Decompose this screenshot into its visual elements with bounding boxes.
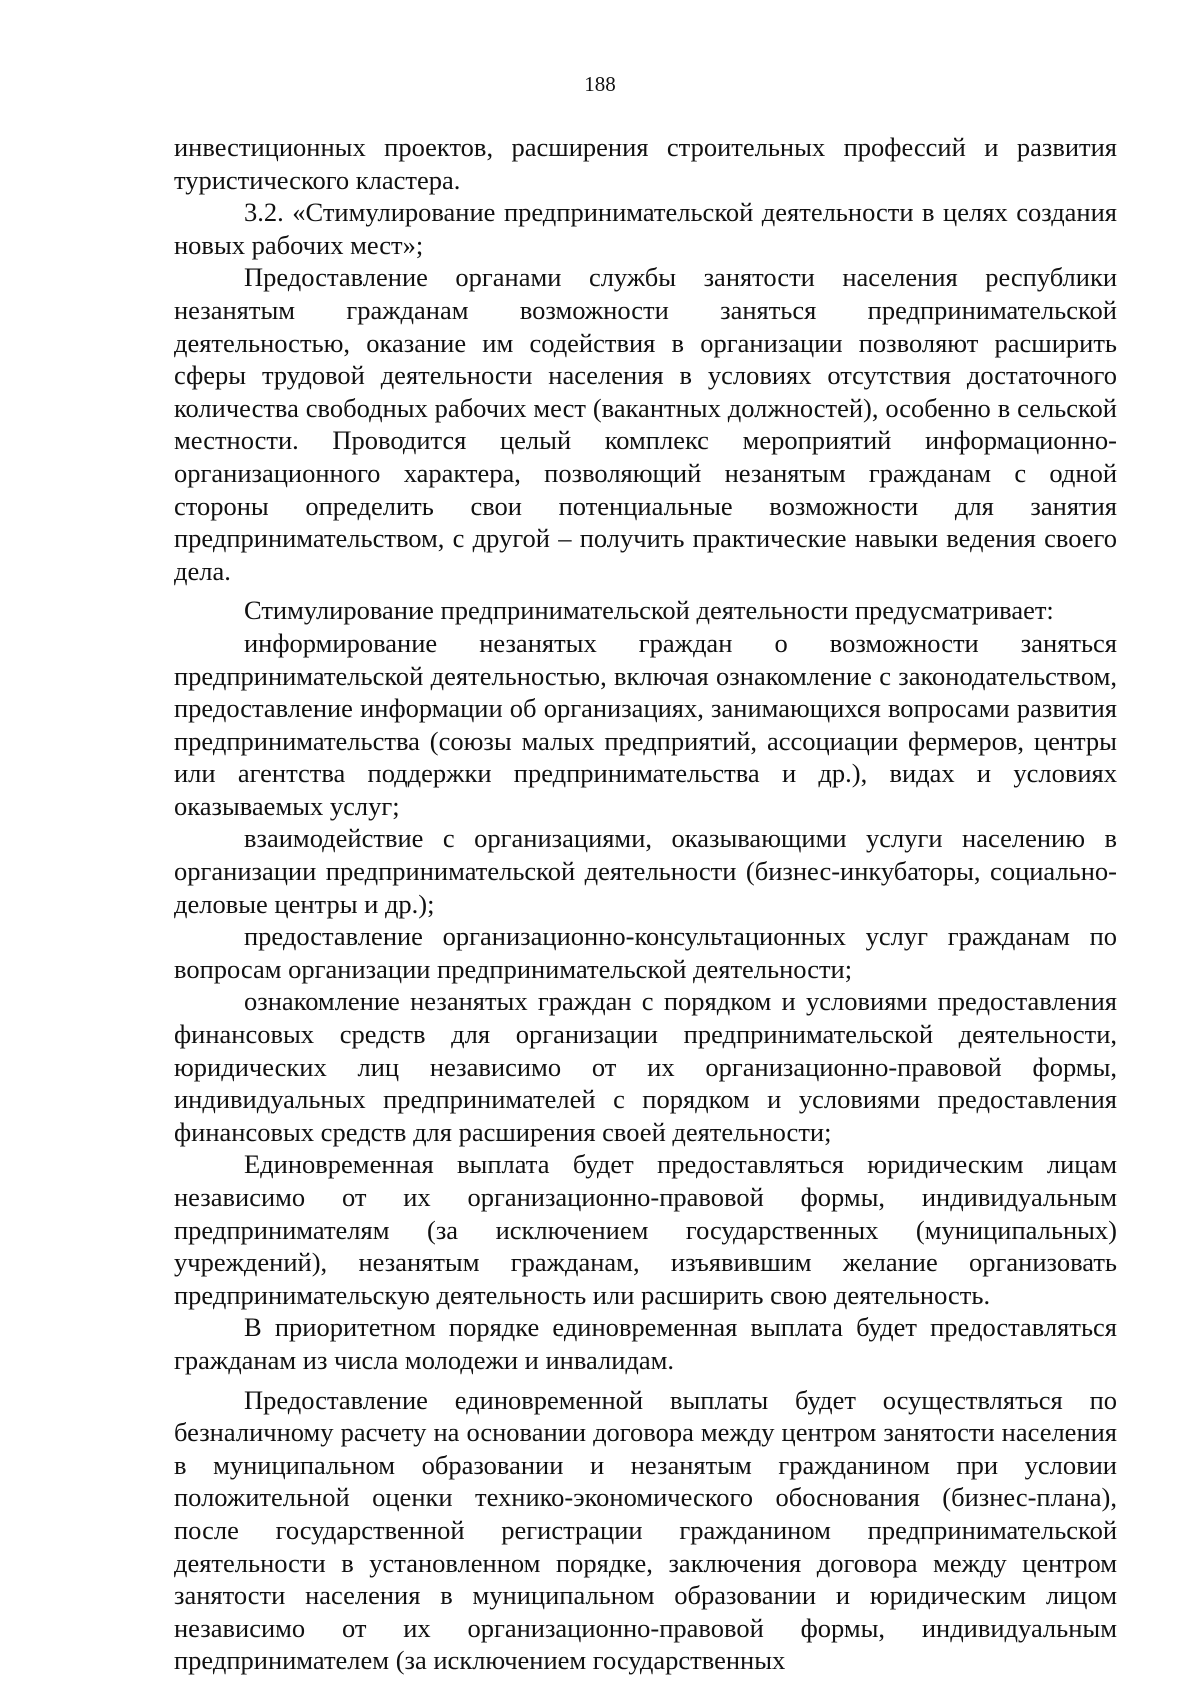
list-item-consulting: предоставление организационно-консультационных услуг гражданам по вопросам организации предпринимательской деятельности;	[174, 921, 1117, 984]
paragraph-priority: В приоритетном порядке единовременная выплата будет предоставляться гражданам из числа молодежи и инвалидам.	[174, 1312, 1117, 1375]
list-item-informing: информирование незанятых граждан о возможности заняться предпринимательской деятельностью, включая ознакомление с законодательством, предоставление информации об организациях, занимающихся вопросами развития предпринимательства (союзы малых предприятий, ассоциации фермеров, центры или агентства поддержки предпринимательства и др.), видах и условиях оказываемых услуг;	[174, 627, 1117, 821]
document-body	[174, 131, 1117, 1677]
page-number: 188	[584, 72, 616, 96]
list-item-interaction: взаимодействие с организациями, оказывающими услуги населению в организации предпринимательской деятельности (бизнес-инкубаторы, социально-деловые центры и др.);	[174, 823, 1117, 919]
paragraph-stimulation-intro: Стимулирование предпринимательской деятельности предусматривает:	[244, 595, 1054, 626]
section-heading-3-2: 3.2. «Стимулирование предпринимательской деятельности в целях создания новых рабочих мест»;	[174, 197, 1117, 260]
paragraph-payment-conditions: Предоставление единовременной выплаты будет осуществляться по безналичному расчету на основании договора между центром занятости населения в муниципальном образовании и незанятым гражданином при условии положительной оценки технико-экономического обоснования (бизнес-плана), после государственной регистрации гражданином предпринимательской деятельности в установленном порядке, заключения договора между центром занятости населения в муниципальном образовании и юридическим лицом независимо от их организационно-правовой формы, индивидуальным предпринимателем (за исключением государственных	[174, 1384, 1117, 1676]
paragraph-continuation: инвестиционных проектов, расширения строительных профессий и развития туристического кластера.	[174, 132, 1117, 195]
paragraph-employment-services: Предоставление органами службы занятости населения республики незанятым гражданам возможности заняться предпринимательской деятельностью, оказание им содействия в организации позволяют расширить сферы трудовой деятельности населения в условиях отсутствия достаточного количества свободных рабочих мест (вакантных должностей), особенно в сельской местности. Проводится целый комплекс мероприятий информационно-организационного характера, позволяющий незанятым гражданам с одной стороны определить свои потенциальные возможности для занятия предпринимательством, с другой – получить практические навыки ведения своего дела.	[174, 262, 1117, 586]
paragraph-one-time-payment: Единовременная выплата будет предоставляться юридическим лицам независимо от их организационно-правовой формы, индивидуальным предпринимателям (за исключением государственных (муниципальных) учреждений), незанятым гражданам, изъявившим желание организовать предпринимательскую деятельность или расширить свою деятельность.	[174, 1149, 1117, 1310]
list-item-familiarization: ознакомление незанятых граждан с порядком и условиями предоставления финансовых средств для организации предпринимательской деятельности, юридических лиц независимо от их организационно-правовой формы, индивидуальных предпринимателей с порядком и условиями предоставления финансовых средств для расширения своей деятельности;	[174, 986, 1117, 1147]
